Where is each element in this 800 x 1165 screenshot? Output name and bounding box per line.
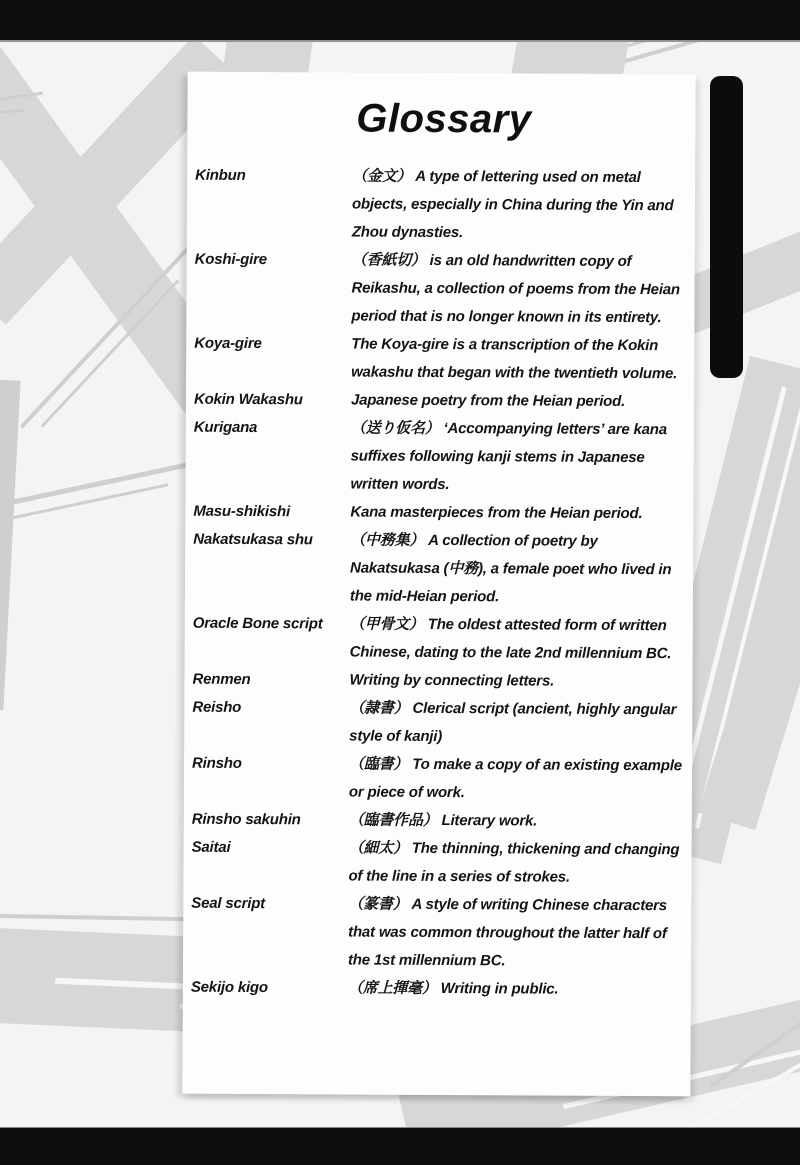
- glossary-definition: （香紙切） is an old handwritten copy of Reikashu, a collection of poems from the Heian period that is no longer known in its entirety.: [351, 251, 680, 327]
- glossary-term: Renmen: [192, 670, 251, 689]
- glossary-definition: Writing by connecting letters.: [349, 671, 555, 690]
- glossary-definition: （細太） The thinning, thickening and changing of the line in a series of strokes.: [348, 839, 680, 886]
- glossary-term: Kokin Wakashu: [193, 390, 303, 409]
- glossary-entry: [192, 806, 689, 837]
- glossary-term: Sekijo kigo: [190, 978, 268, 997]
- glossary-definition: （送り仮名） ‘Accompanying letters’ are kana suffixes following kanji stems in Japanese written words.: [350, 419, 667, 494]
- glossary-term: Koshi-gire: [194, 250, 267, 269]
- glossary-term: Oracle Bone script: [192, 614, 323, 633]
- glossary-entry: [193, 526, 690, 613]
- glossary-entry: [195, 162, 692, 249]
- glossary-term: Rinsho sakuhin: [191, 810, 301, 829]
- glossary-definition: （隷書） Clerical script (ancient, highly angular style of kanji): [349, 699, 677, 746]
- glossary-definition: （臨書） To make a copy of an existing example or piece of work.: [348, 755, 682, 802]
- glossary-panel: [182, 72, 695, 1097]
- glossary-term: Seal script: [191, 894, 266, 913]
- glossary-term: Koya-gire: [194, 334, 262, 353]
- glossary-definition: （席上揮毫） Writing in public.: [347, 979, 559, 998]
- glossary-entry: [191, 890, 688, 977]
- glossary-entry: [193, 498, 690, 529]
- glossary-term: Masu-shikishi: [193, 502, 291, 521]
- glossary-definition: Kana masterpieces from the Heian period.: [350, 503, 643, 523]
- glossary-entry: [194, 386, 691, 417]
- glossary-term: Saitai: [191, 838, 231, 856]
- glossary-definition: （臨書作品） Literary work.: [348, 811, 538, 830]
- glossary-entry: [194, 246, 691, 333]
- bottom-border-bar: [0, 1127, 800, 1165]
- glossary-term: Kurigana: [193, 418, 258, 437]
- glossary-entry: [193, 610, 690, 669]
- top-border-bar: [0, 0, 800, 42]
- glossary-entry: [192, 694, 689, 753]
- glossary-term: Kinbun: [195, 166, 246, 184]
- glossary-definition: （金文） A type of lettering used on metal objects, especially in China during the Yin and Zhou dynasties.: [351, 167, 674, 242]
- glossary-term: Reisho: [192, 698, 242, 716]
- page-title: Glossary: [356, 96, 532, 142]
- glossary-term: Rinsho: [192, 754, 242, 772]
- glossary-entry: [192, 666, 689, 697]
- glossary-entry: [192, 750, 689, 809]
- glossary-list: [191, 162, 692, 1005]
- glossary-definition: Japanese poetry from the Heian period.: [350, 391, 626, 410]
- glossary-definition: （篆書） A style of writing Chinese characters that was common throughout the latter half of the 1st millennium BC.: [347, 895, 668, 970]
- glossary-entry: [194, 330, 691, 389]
- brush-stroke: [0, 380, 21, 711]
- glossary-entry: [193, 414, 690, 501]
- glossary-definition: （中務集） A collection of poetry by Nakatsukasa (中務), a female poet who lived in the mid-Heian period.: [349, 531, 672, 606]
- glossary-term: Nakatsukasa shu: [193, 530, 313, 549]
- glossary-entry: [191, 834, 688, 893]
- glossary-definition: The Koya-gire is a transcription of the Kokin wakashu that began with the twentieth volume.: [351, 335, 678, 383]
- glossary-definition: （甲骨文） The oldest attested form of written Chinese, dating to the late 2nd millennium BC.: [349, 615, 672, 663]
- spine-bar: [710, 76, 743, 378]
- glossary-entry: [191, 974, 688, 1005]
